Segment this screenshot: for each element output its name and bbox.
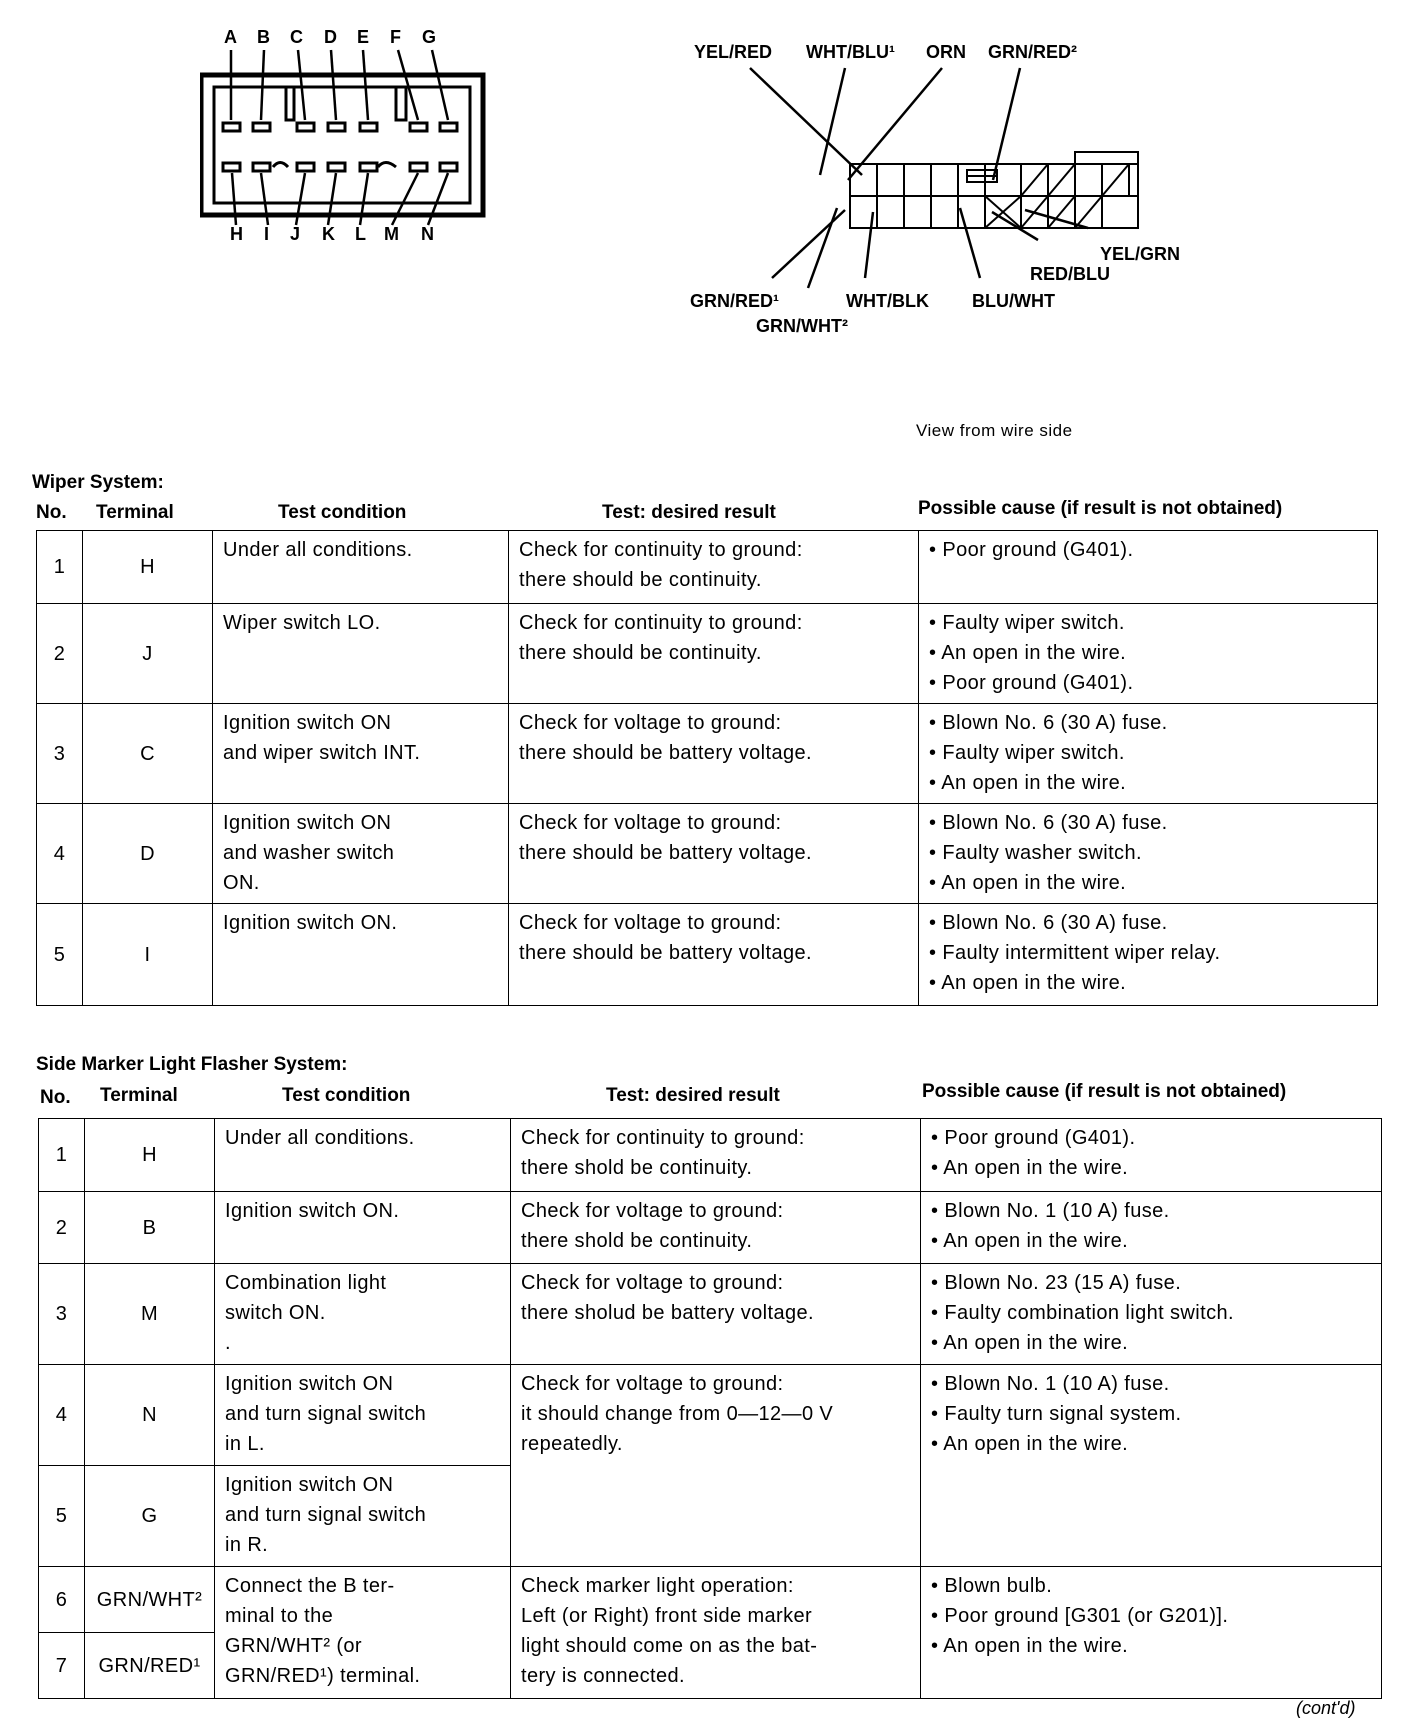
result-line: it should change from 0—12—0 V (521, 1403, 834, 1425)
wire-label-grn-red2: GRN/RED² (988, 42, 1077, 62)
pin-label-d: D (324, 27, 337, 47)
table-row (37, 531, 1378, 604)
wire-label-yel-red: YEL/RED (694, 42, 773, 62)
table-row (39, 1119, 1382, 1192)
row-condition (215, 1119, 511, 1192)
wiper-header-cause: Possible cause (if result is not obtained) (918, 498, 1283, 519)
row-number: 1 (37, 531, 83, 604)
cause-line: • Faulty wiper switch. (929, 738, 1367, 768)
result-line: Check for voltage to ground: (521, 1373, 784, 1395)
result-line: Check marker light operation: (521, 1575, 794, 1597)
condition-line: and turn signal switch (225, 1403, 427, 1425)
cause-line: • Blown No. 23 (15 A) fuse. (931, 1268, 1371, 1298)
side-marker-section-title: Side Marker Light Flasher System: (36, 1054, 348, 1075)
table-row (37, 604, 1378, 704)
result-line: Check for voltage to ground: (521, 1200, 784, 1222)
row-number: 5 (39, 1466, 85, 1567)
row-terminal: G (85, 1466, 215, 1567)
result-line: Check for voltage to ground: (519, 912, 782, 934)
pin-label-c: C (290, 27, 303, 47)
cause-line: • An open in the wire. (931, 1631, 1371, 1661)
row-number: 1 (39, 1119, 85, 1192)
result-line: tery is connected. (521, 1665, 685, 1687)
wire-label-red-blu: RED/BLU (1030, 264, 1110, 284)
cause-line: • An open in the wire. (929, 638, 1367, 668)
wiper-header-condition: Test condition (278, 502, 407, 523)
cause-line: • Faulty turn signal system. (931, 1399, 1371, 1429)
row-number: 6 (39, 1567, 85, 1633)
row-condition (213, 604, 509, 704)
result-line: Check for continuity to ground: (519, 612, 803, 634)
cause-line: • An open in the wire. (931, 1429, 1371, 1459)
condition-line: ON. (223, 872, 260, 894)
result-line: there shold be continuity. (521, 1230, 753, 1252)
table-row (39, 1192, 1382, 1264)
condition-line: in R. (225, 1534, 269, 1556)
row-terminal: I (83, 904, 213, 1006)
row-result (509, 604, 919, 704)
row-terminal: B (85, 1192, 215, 1264)
result-line: Check for continuity to ground: (521, 1127, 805, 1149)
row-number: 4 (37, 804, 83, 904)
condition-line: Connect the B ter- (225, 1575, 395, 1597)
result-line: repeatedly. (521, 1433, 623, 1455)
row-number: 3 (37, 704, 83, 804)
row-result (511, 1365, 921, 1567)
row-result (509, 531, 919, 604)
row-result (509, 804, 919, 904)
pin-label-l: L (355, 224, 366, 244)
condition-line: GRN/WHT² (or (225, 1635, 362, 1657)
result-line: there should be battery voltage. (519, 942, 812, 964)
pin-label-i: I (264, 224, 270, 244)
result-line: light should come on as the bat- (521, 1635, 818, 1657)
result-line: there shold be continuity. (521, 1157, 753, 1179)
condition-line: Under all conditions. (225, 1127, 415, 1149)
condition-line: Wiper switch LO. (223, 612, 381, 634)
cause-line: • Blown No. 1 (10 A) fuse. (931, 1196, 1371, 1226)
row-causes (919, 704, 1378, 804)
row-terminal: H (83, 531, 213, 604)
row-number: 5 (37, 904, 83, 1006)
result-line: Check for voltage to ground: (519, 712, 782, 734)
condition-line: Ignition switch ON (225, 1474, 394, 1496)
pin-label-n: N (421, 224, 434, 244)
condition-line: Ignition switch ON. (225, 1200, 400, 1222)
wire-label-yel-grn: YEL/GRN (1100, 244, 1181, 264)
wire-label-blu-wht: BLU/WHT (972, 291, 1055, 311)
row-number: 4 (39, 1365, 85, 1466)
result-line: there should be battery voltage. (519, 842, 812, 864)
cause-line: • Blown No. 6 (30 A) fuse. (929, 908, 1367, 938)
wire-label-wht-blu: WHT/BLU¹ (806, 42, 895, 62)
row-condition (213, 804, 509, 904)
row-condition (215, 1264, 511, 1365)
row-number: 7 (39, 1633, 85, 1699)
wire-label-grn-red1: GRN/RED¹ (690, 291, 779, 311)
cause-line: • Faulty wiper switch. (929, 608, 1367, 638)
left-connector-diagram (200, 20, 500, 260)
result-line: Check for continuity to ground: (519, 539, 803, 561)
view-note: View from wire side (916, 421, 1073, 440)
wiper-header-no: No. (36, 502, 67, 523)
result-line: there sholud be battery voltage. (521, 1302, 814, 1324)
condition-line: Ignition switch ON (223, 812, 392, 834)
condition-line: Ignition switch ON (225, 1373, 394, 1395)
cause-line: • Faulty combination light switch. (931, 1298, 1371, 1328)
row-terminal: D (83, 804, 213, 904)
row-causes (919, 531, 1378, 604)
result-line: there should be battery voltage. (519, 742, 812, 764)
marker-header-terminal: Terminal (100, 1085, 178, 1106)
pin-label-g: G (422, 27, 437, 47)
row-condition (215, 1192, 511, 1264)
cause-line: • An open in the wire. (929, 768, 1367, 798)
cause-line: • An open in the wire. (931, 1226, 1371, 1256)
table-row (39, 1264, 1382, 1365)
wire-label-orn: ORN (926, 42, 966, 62)
condition-line: and turn signal switch (225, 1504, 427, 1526)
wire-label-wht-blk: WHT/BLK (846, 291, 929, 311)
row-result (511, 1119, 921, 1192)
continued-note: (cont'd) (1296, 1698, 1356, 1718)
right-connector-diagram (680, 30, 1320, 360)
wiper-header-terminal: Terminal (96, 502, 174, 523)
result-line: there should be continuity. (519, 569, 762, 591)
marker-header-no: No. (40, 1087, 71, 1108)
cause-line: • Blown No. 1 (10 A) fuse. (931, 1369, 1371, 1399)
row-condition (215, 1365, 511, 1466)
cause-line: • An open in the wire. (929, 968, 1367, 998)
cause-line: • An open in the wire. (931, 1328, 1371, 1358)
condition-line: . (225, 1332, 231, 1354)
wire-label-grn-wht2: GRN/WHT² (756, 316, 848, 336)
row-causes (919, 804, 1378, 904)
condition-line: GRN/RED¹) terminal. (225, 1665, 421, 1687)
row-terminal: M (85, 1264, 215, 1365)
pin-label-b: B (257, 27, 270, 47)
condition-line: minal to the (225, 1605, 334, 1627)
pin-label-e: E (357, 27, 370, 47)
connector-face-drawing (200, 20, 500, 260)
row-number: 2 (37, 604, 83, 704)
condition-line: Ignition switch ON. (223, 912, 398, 934)
row-condition (213, 531, 509, 604)
wiper-section-title: Wiper System: (32, 472, 164, 493)
cause-line: • Blown No. 6 (30 A) fuse. (929, 708, 1367, 738)
row-terminal: J (83, 604, 213, 704)
row-result (509, 704, 919, 804)
pin-label-a: A (224, 27, 237, 47)
row-terminal: GRN/RED¹ (85, 1633, 215, 1699)
row-condition (213, 904, 509, 1006)
condition-line: and wiper switch INT. (223, 742, 421, 764)
row-result (509, 904, 919, 1006)
condition-line: Combination light (225, 1272, 387, 1294)
cause-line: • Poor ground [G301 (or G201)]. (931, 1601, 1371, 1631)
row-condition (215, 1567, 511, 1699)
row-causes (921, 1192, 1382, 1264)
row-result (511, 1567, 921, 1699)
result-line: Check for voltage to ground: (521, 1272, 784, 1294)
pin-label-m: M (384, 224, 399, 244)
marker-header-result: Test: desired result (606, 1085, 780, 1106)
result-line: there should be continuity. (519, 642, 762, 664)
row-terminal: C (83, 704, 213, 804)
wiper-header-result: Test: desired result (602, 502, 776, 523)
row-causes (919, 604, 1378, 704)
result-line: Left (or Right) front side marker (521, 1605, 813, 1627)
wiper-test-table (36, 530, 1378, 1006)
cause-line: • Blown bulb. (931, 1571, 1371, 1601)
cause-line: • Poor ground (G401). (931, 1123, 1371, 1153)
result-line: Check for voltage to ground: (519, 812, 782, 834)
condition-line: in L. (225, 1433, 265, 1455)
row-condition (215, 1466, 511, 1567)
row-causes (921, 1119, 1382, 1192)
row-causes (921, 1264, 1382, 1365)
cause-line: • An open in the wire. (931, 1153, 1371, 1183)
side-marker-test-table (38, 1118, 1382, 1699)
row-causes (919, 904, 1378, 1006)
table-row (37, 704, 1378, 804)
table-row (37, 904, 1378, 1006)
marker-header-condition: Test condition (282, 1085, 411, 1106)
table-row (37, 804, 1378, 904)
pin-label-f: F (390, 27, 401, 47)
row-condition (213, 704, 509, 804)
cause-line: • Blown No. 6 (30 A) fuse. (929, 808, 1367, 838)
row-terminal: GRN/WHT² (85, 1567, 215, 1633)
table-row (39, 1567, 1382, 1633)
row-causes (921, 1365, 1382, 1567)
condition-line: and washer switch (223, 842, 395, 864)
row-result (511, 1192, 921, 1264)
row-number: 3 (39, 1264, 85, 1365)
pin-label-k: K (322, 224, 335, 244)
cause-line: • Faulty washer switch. (929, 838, 1367, 868)
row-result (511, 1264, 921, 1365)
cause-line: • Poor ground (G401). (929, 668, 1367, 698)
row-terminal: N (85, 1365, 215, 1466)
marker-header-cause: Possible cause (if result is not obtained) (922, 1081, 1287, 1102)
row-causes (921, 1567, 1382, 1699)
row-number: 2 (39, 1192, 85, 1264)
cause-line: • Faulty intermittent wiper relay. (929, 938, 1367, 968)
pin-label-j: J (290, 224, 301, 244)
condition-line: Ignition switch ON (223, 712, 392, 734)
pin-label-h: H (230, 224, 243, 244)
cause-line: • Poor ground (G401). (929, 535, 1367, 565)
condition-line: switch ON. (225, 1302, 326, 1324)
row-terminal: H (85, 1119, 215, 1192)
cause-line: • An open in the wire. (929, 868, 1367, 898)
table-row (39, 1365, 1382, 1466)
condition-line: Under all conditions. (223, 539, 413, 561)
